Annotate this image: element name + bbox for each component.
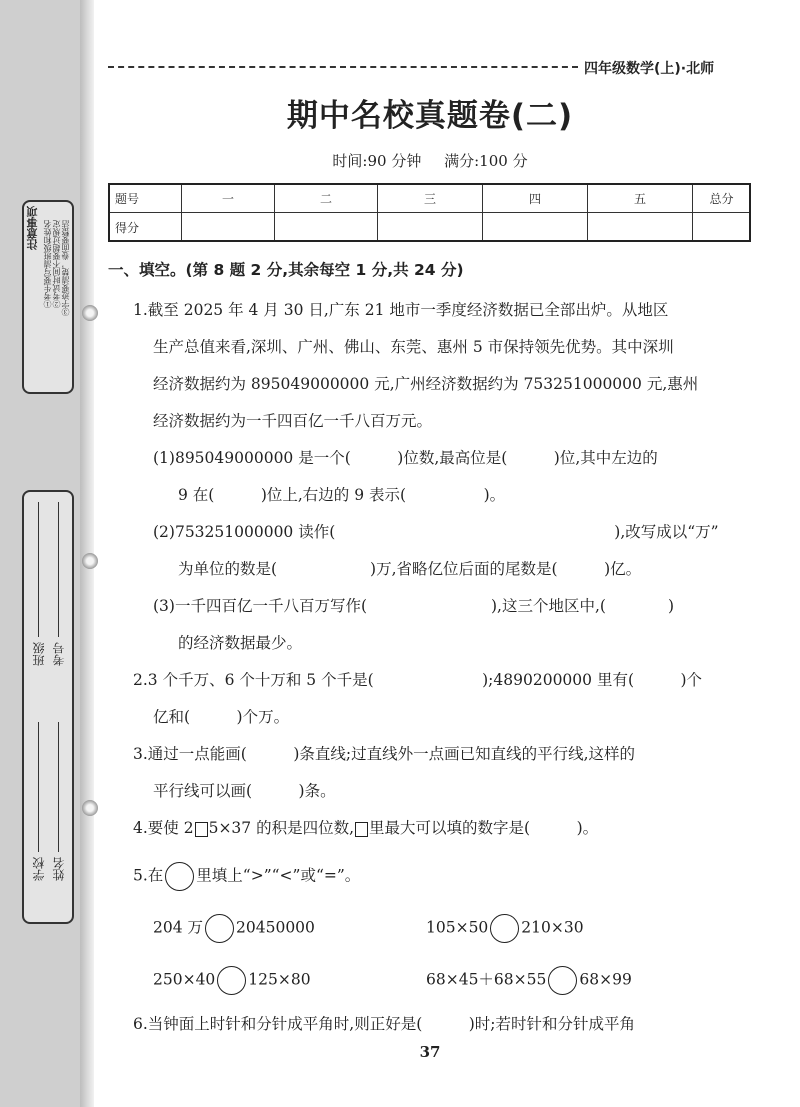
punch-hole <box>82 305 98 321</box>
class-line <box>38 502 39 637</box>
score-table-header: 一 <box>182 184 275 213</box>
header-dashed-rule <box>108 66 578 68</box>
compare-item <box>153 966 311 995</box>
class-label: 班级 <box>32 642 46 666</box>
compare-right: 125×80 <box>248 970 311 989</box>
blank-square[interactable] <box>195 822 208 837</box>
compare-blank-circle[interactable] <box>548 966 577 995</box>
score-cell[interactable] <box>483 213 588 242</box>
score-cell[interactable] <box>182 213 275 242</box>
compare-item <box>426 914 584 943</box>
compare-right: 20450000 <box>236 918 315 937</box>
question-1-line: 经济数据约为一千四百亿一千八百万元。 <box>153 412 433 430</box>
punch-hole <box>82 553 98 569</box>
student-info-box <box>22 490 74 924</box>
question-1-sub1: (1)895049000000 是一个( )位数,最高位是( )位,其中左边的 <box>153 449 658 467</box>
question-1-sub3: (3)一千四百亿一千八百万写作( ),这三个地区中,( ) <box>153 597 675 615</box>
question-4-text: 5×37 的积是四位数, <box>208 819 355 837</box>
score-table-header: 题号 <box>109 184 182 213</box>
question-6-line: 6.当钟面上时针和分针成平角时,则正好是( )时;若时针和分针成平角 <box>133 1015 636 1033</box>
compare-left: 68×45＋68×55 <box>426 970 547 989</box>
notice-line-1: ①考生要写清班级和姓名 <box>43 220 52 308</box>
score-table-header-row <box>109 184 751 213</box>
compare-left: 250×40 <box>153 970 216 989</box>
compare-right: 68×99 <box>579 970 632 989</box>
exam-no-label: 考号 <box>52 642 66 666</box>
compare-left: 204 万 <box>153 918 204 937</box>
score-cell[interactable] <box>378 213 483 242</box>
exam-no-line <box>58 502 59 637</box>
question-4-text: 里最大可以填的数字是( )。 <box>369 819 599 837</box>
full-score: 满分:100 分 <box>444 152 528 170</box>
score-table-header: 总分 <box>693 184 751 213</box>
compare-blank-circle[interactable] <box>490 914 519 943</box>
compare-right: 210×30 <box>521 918 584 937</box>
score-table-score-row <box>109 213 751 242</box>
exam-meta <box>0 150 800 171</box>
score-cell[interactable] <box>588 213 693 242</box>
compare-blank-circle[interactable] <box>217 966 246 995</box>
blank-square <box>355 822 368 837</box>
notice-title: 注意事项 <box>26 206 39 250</box>
question-1-line: 生产总值来看,深圳、广州、佛山、东莞、惠州 5 市保持领先优势。其中深圳 <box>153 338 674 356</box>
school-label: 学校 <box>32 857 46 881</box>
question-1-sub2: (2)753251000000 读作( ),改写成以“万” <box>153 523 719 541</box>
question-4 <box>133 818 598 838</box>
question-1-line: 1.截至 2025 年 4 月 30 日,广东 21 地市一季度经济数据已全部出炉。从地区 <box>133 301 669 319</box>
blank-circle <box>165 862 194 891</box>
compare-item <box>426 966 632 995</box>
question-2-line: 2.3 个千万、6 个十万和 5 个千是( );4890200000 里有( )个 <box>133 671 703 689</box>
score-table-header: 五 <box>588 184 693 213</box>
question-1-sub3: 的经济数据最少。 <box>178 634 303 652</box>
name-label: 姓名 <box>52 857 66 881</box>
notice-line-3: ③字迹要清楚，卷面要整洁 <box>61 220 70 316</box>
notice-line-2: ②考试时间不要超过规定 <box>52 220 61 308</box>
score-row-label: 得分 <box>109 213 182 242</box>
page-title: 期中名校真题卷(二) <box>286 98 574 134</box>
question-1-line: 经济数据约为 895049000000 元,广州经济数据约为 753251000000 元,惠州 <box>153 375 699 393</box>
score-table-header: 三 <box>378 184 483 213</box>
score-table <box>108 183 751 242</box>
question-3-line: 3.通过一点能画( )条直线;过直线外一点画已知直线的平行线,这样的 <box>133 745 636 763</box>
score-cell[interactable] <box>693 213 751 242</box>
question-4-text: 4.要使 2 <box>133 819 194 837</box>
score-table-header: 二 <box>275 184 378 213</box>
question-1-sub2: 为单位的数是( )万,省略亿位后面的尾数是( )亿。 <box>178 560 642 578</box>
compare-blank-circle[interactable] <box>205 914 234 943</box>
name-line <box>58 722 59 852</box>
series-label: 四年级数学(上)·北师 <box>584 61 715 77</box>
question-5-text: 5.在 <box>133 866 164 885</box>
question-1-sub1: 9 在( )位上,右边的 9 表示( )。 <box>178 486 506 504</box>
section-heading: 一、填空。(第 8 题 2 分,其余每空 1 分,共 24 分) <box>108 261 464 279</box>
notice-box <box>22 200 74 394</box>
page-number: 37 <box>419 1043 441 1061</box>
time-limit: 时间:90 分钟 <box>332 152 422 170</box>
school-line <box>38 722 39 852</box>
question-5-prompt <box>133 862 360 891</box>
question-2-line: 亿和( )个万。 <box>153 708 290 726</box>
score-cell[interactable] <box>275 213 378 242</box>
question-5-text: 里填上“>”“<”或“=”。 <box>196 866 361 885</box>
punch-hole <box>82 800 98 816</box>
compare-left: 105×50 <box>426 918 489 937</box>
compare-item <box>153 914 315 943</box>
score-table-header: 四 <box>483 184 588 213</box>
question-3-line: 平行线可以画( )条。 <box>153 782 336 800</box>
